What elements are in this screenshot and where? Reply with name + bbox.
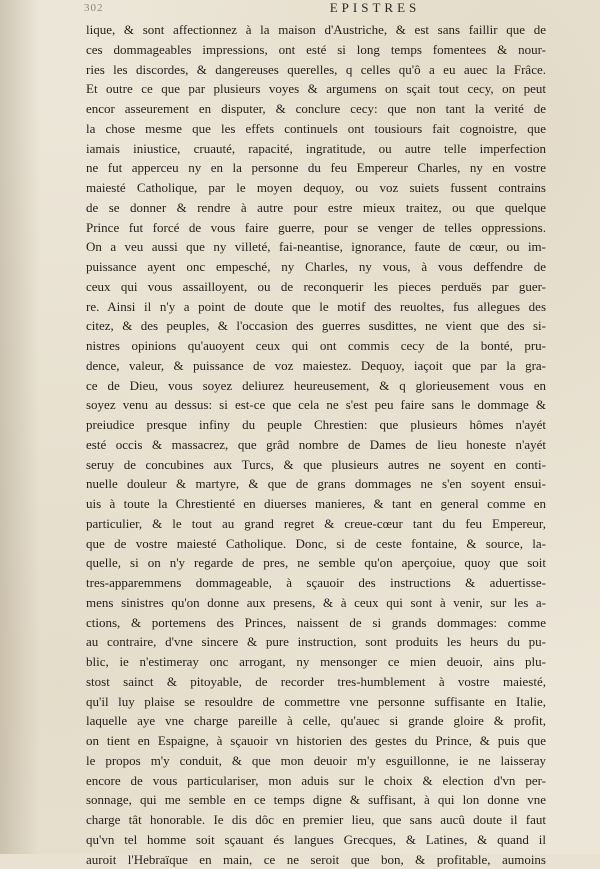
text-line: iamais iniustice, cruauté, rapacité, ingratitude, ou autre telle imperfection <box>86 139 546 159</box>
text-line: On a veu aussi que ny villeté, fai-neantise, ignorance, faute de cœur, ou im- <box>86 237 546 257</box>
text-line: sonnage, qui me semble en ce temps digne & suffisant, à qui lon donne vne <box>86 790 546 810</box>
page-spine-shadow <box>0 0 40 854</box>
text-line: on tient en Espaigne, à sçauoir vn historien des gestes du Prince, & puis que <box>86 731 546 751</box>
text-line: encor asseurement en disputer, & conclure cecy: que non tant la verité de <box>86 99 546 119</box>
body-text <box>86 20 546 869</box>
text-line: ces dommageables impressions, ont esté si long temps fomentees & nour- <box>86 40 546 60</box>
text-line: qu'vn tel homme soit sçauant és langues Grecques, & Latines, & quand il <box>86 830 546 850</box>
text-line: lique, & sont affectionnez à la maison d'Austriche, & est sans faillir que de <box>86 20 546 40</box>
text-line: mens sinistres qu'on donne aux presens, & à ceux qui sont à venir, sur les a- <box>86 593 546 613</box>
text-line: uis à toute la Chrestienté en diuerses manieres, & tant en general comme en <box>86 494 546 514</box>
text-line: Et outre ce que par plusieurs voyes & argumens on sçait tout cecy, on peut <box>86 79 546 99</box>
text-line: maiesté Catholique, par le moyen dequoy, ou voz suiets fussent contrains <box>86 178 546 198</box>
page-number: 302 <box>84 2 104 14</box>
text-line: auroit l'Hebraïque en main, ce ne seroit que bon, & profitable, aumoins <box>86 850 546 869</box>
text-line: qu'il luy plaise se resouldre de commettre vne personne suffisante en Italie, <box>86 692 546 712</box>
text-line: quelle, si on n'y regarde de pres, ne semble qu'on aperçoiue, quoy que soit <box>86 553 546 573</box>
text-line: blic, ie n'estimeray onc arrogant, ny mensonger ce mien deuoir, ains plu- <box>86 652 546 672</box>
text-line: ce de Dieu, vous soyez deliurez heureusement, & q glorieusement vous en <box>86 376 546 396</box>
text-line: de se donner & rendre à autre pour estre mieux traitez, ou que quelque <box>86 198 546 218</box>
text-line: stost sainct & pitoyable, de recorder tres-humblement à vostre maiesté, <box>86 672 546 692</box>
text-line: esté occis & massacrez, que grâd nombre de Dames de lieu honeste n'ayét <box>86 435 546 455</box>
text-line: charge tât honorable. Ie dis dôc en premier lieu, que sans aucû doute il faut <box>86 810 546 830</box>
text-line: que de vostre maiesté Catholique. Donc, si de ceste fontaine, & source, la- <box>86 534 546 554</box>
text-line: nistres opinions qu'auoyent ceux qui ont commis cecy de la bonté, pru- <box>86 336 546 356</box>
text-line: seruy de concubines aux Turcs, & que plusieurs autres ne soyent en conti- <box>86 455 546 475</box>
text-line: ries les discordes, & dangereuses querelles, q celles qu'ô a eu auec la Frâce. <box>86 60 546 80</box>
text-line: encore de vous particulariser, mon aduis sur le choix & election d'vn per- <box>86 771 546 791</box>
text-line: dence, valeur, & puissance de voz maiestez. Dequoy, iaçoit que par la gra- <box>86 356 546 376</box>
text-line: ceux qui vous assailloyent, ou de reconquerir les pieces perduës par guer- <box>86 277 546 297</box>
text-line: citez, & des peuples, & l'occasion des guerres susdittes, ne vient que des si- <box>86 316 546 336</box>
text-line: puissance ayent onc empesché, ny Charles, ny vous, à vous deffendre de <box>86 257 546 277</box>
text-line: ctions, & portemens des Princes, naissent de si grands dommages: comme <box>86 613 546 633</box>
text-line: Prince fut forcé de vous faire guerre, pour se venger de telles oppressions. <box>86 218 546 238</box>
text-line: soyez venu au dessus: si est-ce que cela ne s'est peu faire sans le dommage & <box>86 395 546 415</box>
text-line: ne fut apperceu ny en la personne du feu Empereur Charles, ny en vostre <box>86 158 546 178</box>
running-title: EPISTRES <box>0 0 600 16</box>
text-line: nuelle douleur & martyre, & que de grans dommages ne s'en soyent ensui- <box>86 474 546 494</box>
text-line: preiudice presque infiny du peuple Chrestien: que plusieurs hômes n'ayét <box>86 415 546 435</box>
text-line: particulier, & le tout au grand regret & creue-cœur tant du feu Empereur, <box>86 514 546 534</box>
text-line: la chose mesme que les effets continuels ont tousiours fait cognoistre, que <box>86 119 546 139</box>
text-line: le propos m'y conduit, & que mon deuoir m'y esguillonne, ie ne laisseray <box>86 751 546 771</box>
text-line: laquelle aye vne charge pareille à celle, qu'auec si grande gloire & profit, <box>86 711 546 731</box>
text-line: re. Ainsi il n'y a point de doute que le motif des reuoltes, fus allegues des <box>86 297 546 317</box>
text-line: au contraire, d'vne sincere & pure instruction, sont produits les heurs du pu- <box>86 632 546 652</box>
text-line: tres-apparemmens dommageable, à sçauoir des instructions & aduertisse- <box>86 573 546 593</box>
